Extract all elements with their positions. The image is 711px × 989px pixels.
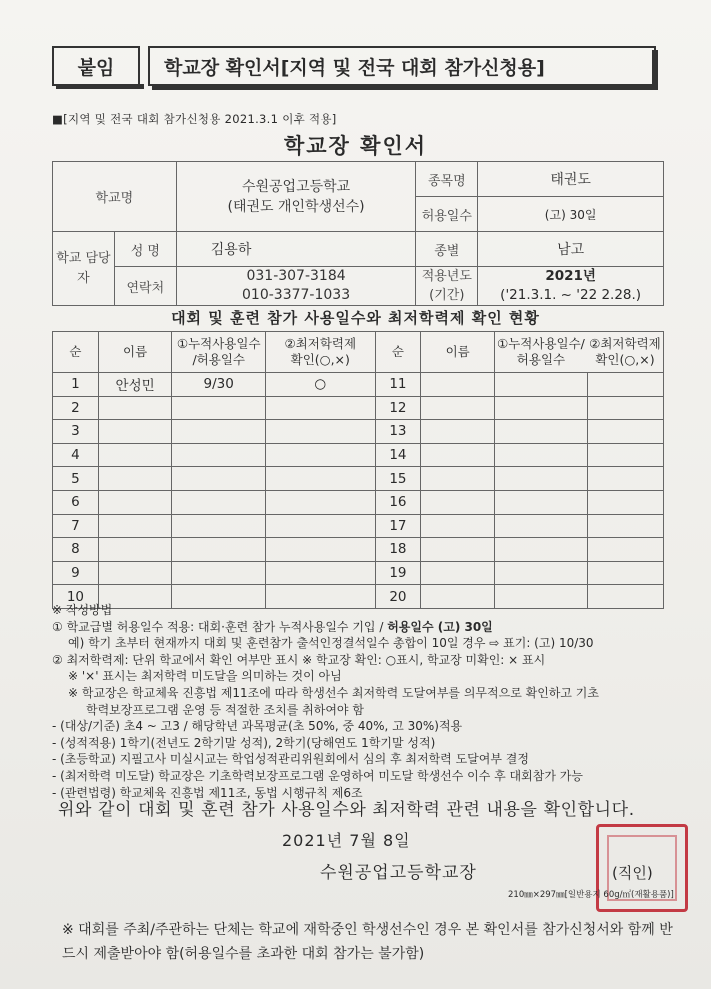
row-min [266, 514, 376, 538]
row-min-right [587, 396, 664, 420]
header-min-right [587, 336, 663, 368]
row-days-right [494, 514, 587, 538]
period-value: ('21.3.1. ~ '22 2.28.) [500, 287, 642, 303]
row-no-right: 13 [375, 420, 421, 444]
row-days [172, 490, 266, 514]
row-name-right [421, 373, 495, 397]
row-min-right [587, 467, 664, 491]
row-min [266, 538, 376, 562]
row-name-right [421, 490, 495, 514]
row-days-right [494, 396, 587, 420]
header-days-1: ①누적사용일수 [176, 336, 261, 351]
row-no: 3 [53, 420, 99, 444]
row-no: 6 [53, 490, 99, 514]
year-cell [478, 267, 664, 306]
row-days [172, 396, 266, 420]
note-8: - (최저학력 미도달) 학교장은 기초학력보장프로그램 운영하여 미도달 학생선수 이수 후 대회참가 가능 [52, 768, 583, 783]
note-1a: ① 학교급별 허용일수 적용: 대회·훈련 참가 누적사용일수 기입 / [52, 619, 388, 634]
note-9: - (관련법령) 학교체육 진흥법 제11조, 동법 시행규칙 제6조 [52, 785, 363, 800]
status-table [52, 331, 664, 609]
event-label: 종목명 [416, 162, 478, 197]
row-no-right: 15 [375, 467, 421, 491]
event-value: 태권도 [478, 162, 664, 197]
header-right-group [494, 332, 663, 373]
contact-cell [176, 267, 416, 306]
status-table-body [53, 332, 664, 609]
row-min-right [587, 490, 664, 514]
note-6: - (성적적용) 1학기(전년도 2학기말 성적), 2학기(당해연도 1학기말 성적) [52, 735, 436, 750]
row-min [266, 443, 376, 467]
row-days [172, 561, 266, 585]
row-no-right: 14 [375, 443, 421, 467]
table-row [53, 420, 664, 444]
gender-label: 종별 [416, 232, 478, 267]
row-name: 안성민 [98, 373, 172, 397]
header-days-right [495, 336, 587, 368]
header-min-1: ②최저학력제 [284, 336, 357, 351]
row-days-right [494, 538, 587, 562]
header-days-right-2: 허용일수 [516, 352, 566, 367]
note-2: ② 최저학력제: 단위 학교에서 확인 여부만 표시 ※ 학교장 확인: ○표시, 학교장 미확인: × 표시 [52, 652, 546, 667]
row-name-right [421, 467, 495, 491]
table-row [53, 514, 664, 538]
row-name [98, 514, 172, 538]
row-name-right [421, 538, 495, 562]
row-name-right [421, 443, 495, 467]
year-label: 적용년도 [421, 269, 472, 284]
row-name [98, 420, 172, 444]
year-value: 2021년 [545, 268, 596, 284]
row-no-right: 17 [375, 514, 421, 538]
row-no: 10 [53, 585, 99, 609]
row-no: 5 [53, 467, 99, 491]
row-days-right [494, 373, 587, 397]
row-name [98, 561, 172, 585]
note-3: ※ '×' 표시는 최저학력 미도달을 의미하는 것이 아님 [68, 669, 342, 684]
section-title: 대회 및 훈련 참가 사용일수와 최저학력제 확인 현황 [171, 309, 540, 327]
attachment-label: 붙임 [52, 46, 140, 86]
document-title: 학교장 확인서 [283, 134, 428, 158]
row-days-right [494, 420, 587, 444]
row-days [172, 538, 266, 562]
header-title: 학교장 확인서[지역 및 전국 대회 참가신청용] [148, 46, 656, 86]
row-name-right [421, 396, 495, 420]
row-no-right: 12 [375, 396, 421, 420]
row-no: 4 [53, 443, 99, 467]
row-min [266, 420, 376, 444]
row-no-right: 20 [375, 585, 421, 609]
row-days [172, 443, 266, 467]
days-label: 허용일수 [416, 197, 478, 232]
period-label: (기간) [429, 288, 465, 303]
header-name-right: 이름 [421, 332, 495, 373]
header-name: 이름 [98, 332, 172, 373]
row-min-right [587, 538, 664, 562]
note-1c: 예) 학기 초부터 현재까지 대회 및 훈련참가 출석인정결석일수 총합이 10일 경우 ⇨ 표기: (고) 10/30 [68, 636, 594, 651]
row-days-right [494, 490, 587, 514]
row-name [98, 396, 172, 420]
seal-label: (직인) [612, 864, 653, 882]
sign-date: 2021년 7월 8일 [282, 831, 411, 850]
header-days [172, 332, 266, 373]
row-name [98, 467, 172, 491]
row-days-right [494, 443, 587, 467]
row-days [172, 420, 266, 444]
header-days-right-1: ①누적사용일수/ [497, 336, 585, 351]
row-no-right: 16 [375, 490, 421, 514]
row-days [172, 514, 266, 538]
row-min [266, 561, 376, 585]
note-5: - (대상/기준) 초4 ~ 고3 / 해당학년 과목평균(초 50%, 중 40%, 고 30%)적용 [52, 719, 463, 734]
row-name [98, 443, 172, 467]
row-min-right [587, 420, 664, 444]
row-no: 8 [53, 538, 99, 562]
row-min-right [587, 514, 664, 538]
table-row [53, 443, 664, 467]
phone-2: 010-3377-1033 [242, 287, 351, 303]
note-1 [52, 619, 692, 636]
phone-1: 031-307-3184 [246, 268, 346, 284]
school-cell [176, 162, 416, 232]
writing-instructions [52, 602, 692, 801]
table-row [53, 490, 664, 514]
header-no-right: 순 [375, 332, 421, 373]
gender-value: 남고 [478, 232, 664, 267]
row-min [266, 396, 376, 420]
note-4: ※ 학교장은 학교체육 진흥법 제11조에 따라 학생선수 최저학력 도달여부를 의무적으로 확인하고 기초 [68, 685, 599, 700]
table-row [53, 396, 664, 420]
days-value: (고) 30일 [478, 197, 664, 232]
principal-signature: 수원공업고등학교장 [320, 863, 477, 883]
row-days-right [494, 467, 587, 491]
table-header-row [53, 332, 664, 373]
footer-note: ※ 대회를 주최/주관하는 단체는 학교에 재학중인 학생선수인 경우 본 확인서를 참가신청서와 함께 반드시 제출받아야 함(허용일수를 초과한 대회 참가는 불가함) [62, 922, 673, 962]
row-no-right: 11 [375, 373, 421, 397]
application-note: ■[지역 및 전국 대회 참가신청용 2021.3.1 이후 적용] [52, 112, 337, 126]
row-no-right: 19 [375, 561, 421, 585]
row-days: 9/30 [172, 373, 266, 397]
header-days-2: /허용일수 [192, 352, 245, 367]
row-min [266, 467, 376, 491]
row-name [98, 490, 172, 514]
row-name-right [421, 561, 495, 585]
school-label: 학교명 [53, 162, 177, 232]
table-row [53, 467, 664, 491]
header-no: 순 [53, 332, 99, 373]
row-no: 1 [53, 373, 99, 397]
row-min-right [587, 443, 664, 467]
note-1b: 허용일수 (고) 30일 [387, 619, 493, 634]
paper-spec: 210㎜×297㎜[일반용지 60g/㎡(재활용품)] [508, 890, 674, 900]
note-4b: 학력보장프로그램 운영 등 적절한 조치를 취하여야 함 [86, 702, 364, 717]
method-title: ※ 작성방법 [52, 603, 113, 617]
row-name [98, 538, 172, 562]
school-value: 수원공업고등학교 [241, 178, 351, 195]
row-name-right [421, 514, 495, 538]
row-no: 2 [53, 396, 99, 420]
table-row [53, 561, 664, 585]
header-min-right-2: 확인(○,×) [595, 352, 655, 367]
row-days-right [494, 561, 587, 585]
row-min-right [587, 373, 664, 397]
header-min-2: 확인(○,×) [290, 352, 350, 367]
table-row [53, 373, 664, 397]
row-min: ○ [266, 373, 376, 397]
row-no: 7 [53, 514, 99, 538]
table-row [53, 538, 664, 562]
staff-label: 학교 담당자 [53, 232, 115, 306]
year-label-cell [416, 267, 478, 306]
name-value: 김용하 [176, 232, 416, 267]
row-name-right [421, 420, 495, 444]
contact-label: 연락처 [114, 267, 176, 306]
row-min [266, 490, 376, 514]
row-no-right: 18 [375, 538, 421, 562]
school-sub: (태권도 개인학생선수) [227, 198, 365, 215]
confirmation-text: 위와 같이 대회 및 훈련 참가 사용일수와 최저학력 관련 내용을 확인합니다. [58, 800, 635, 820]
row-no: 9 [53, 561, 99, 585]
row-min-right [587, 561, 664, 585]
row-days [172, 467, 266, 491]
note-7: - (초등학교) 지필고사 미실시교는 학업성적관리위원회에서 심의 후 최저학력 도달여부 결정 [52, 752, 529, 767]
header-min-right-1: ②최저학력제 [589, 336, 661, 351]
name-label: 성 명 [114, 232, 176, 267]
header-min [266, 332, 376, 373]
info-table [52, 161, 664, 306]
